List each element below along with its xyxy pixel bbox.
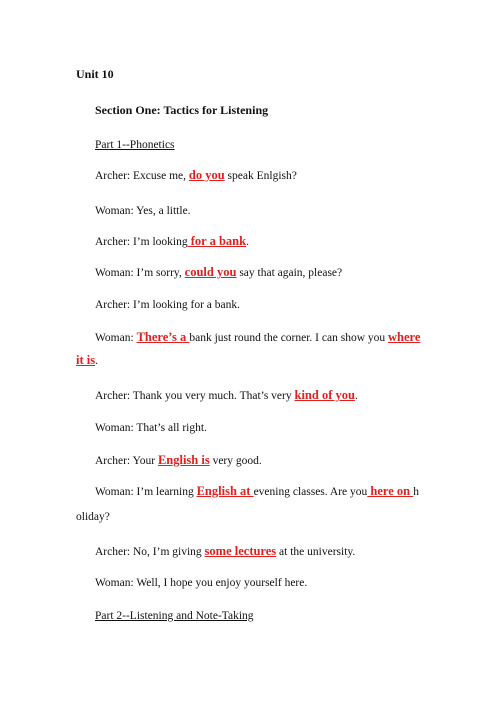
answer-blank: where: [388, 330, 421, 344]
part2-heading: Part 2--Listening and Note-Taking: [95, 610, 254, 622]
dialogue-line-12: Woman: Well, I hope you enjoy yourself here.: [95, 577, 308, 589]
answer-blank: kind of you: [294, 388, 355, 402]
section-title: Section One: Tactics for Listening: [95, 103, 269, 117]
dialogue-line-9: Archer: Your English is very good.: [95, 453, 262, 467]
answer-blank: There’s a: [136, 330, 190, 344]
answer-blank: for a bank: [187, 234, 247, 248]
dialogue-line-10-continued: oliday?: [76, 511, 110, 523]
answer-blank: English at: [196, 484, 254, 498]
part1-heading: Part 1--Phonetics: [95, 139, 175, 151]
dialogue-line-5: Archer: I’m looking for a bank.: [95, 299, 240, 311]
dialogue-line-3: Archer: I’m looking for a bank.: [95, 234, 249, 248]
answer-blank: here on: [367, 484, 414, 498]
answer-blank: do you: [188, 168, 225, 182]
dialogue-line-6-continued: it is.: [76, 353, 98, 367]
dialogue-line-8: Woman: That’s all right.: [95, 422, 207, 434]
unit-title: Unit 10: [76, 67, 114, 81]
dialogue-line-6: Woman: There’s a bank just round the corner. I can show you where: [95, 330, 421, 344]
answer-blank: some lectures: [204, 544, 277, 558]
answer-blank: it is: [76, 353, 96, 367]
dialogue-line-10: Woman: I’m learning English at evening classes. Are you here on h: [95, 484, 419, 498]
dialogue-line-1: Archer: Excuse me, do you speak Enlgish?: [95, 168, 297, 182]
answer-blank: English is: [157, 453, 210, 467]
dialogue-line-11: Archer: No, I’m giving some lectures at the university.: [95, 544, 356, 558]
dialogue-line-2: Woman: Yes, a little.: [95, 205, 191, 217]
answer-blank: could you: [184, 265, 237, 279]
dialogue-line-7: Archer: Thank you very much. That’s very kind of you.: [95, 388, 358, 402]
dialogue-line-4: Woman: I’m sorry, could you say that again, please?: [95, 265, 343, 279]
